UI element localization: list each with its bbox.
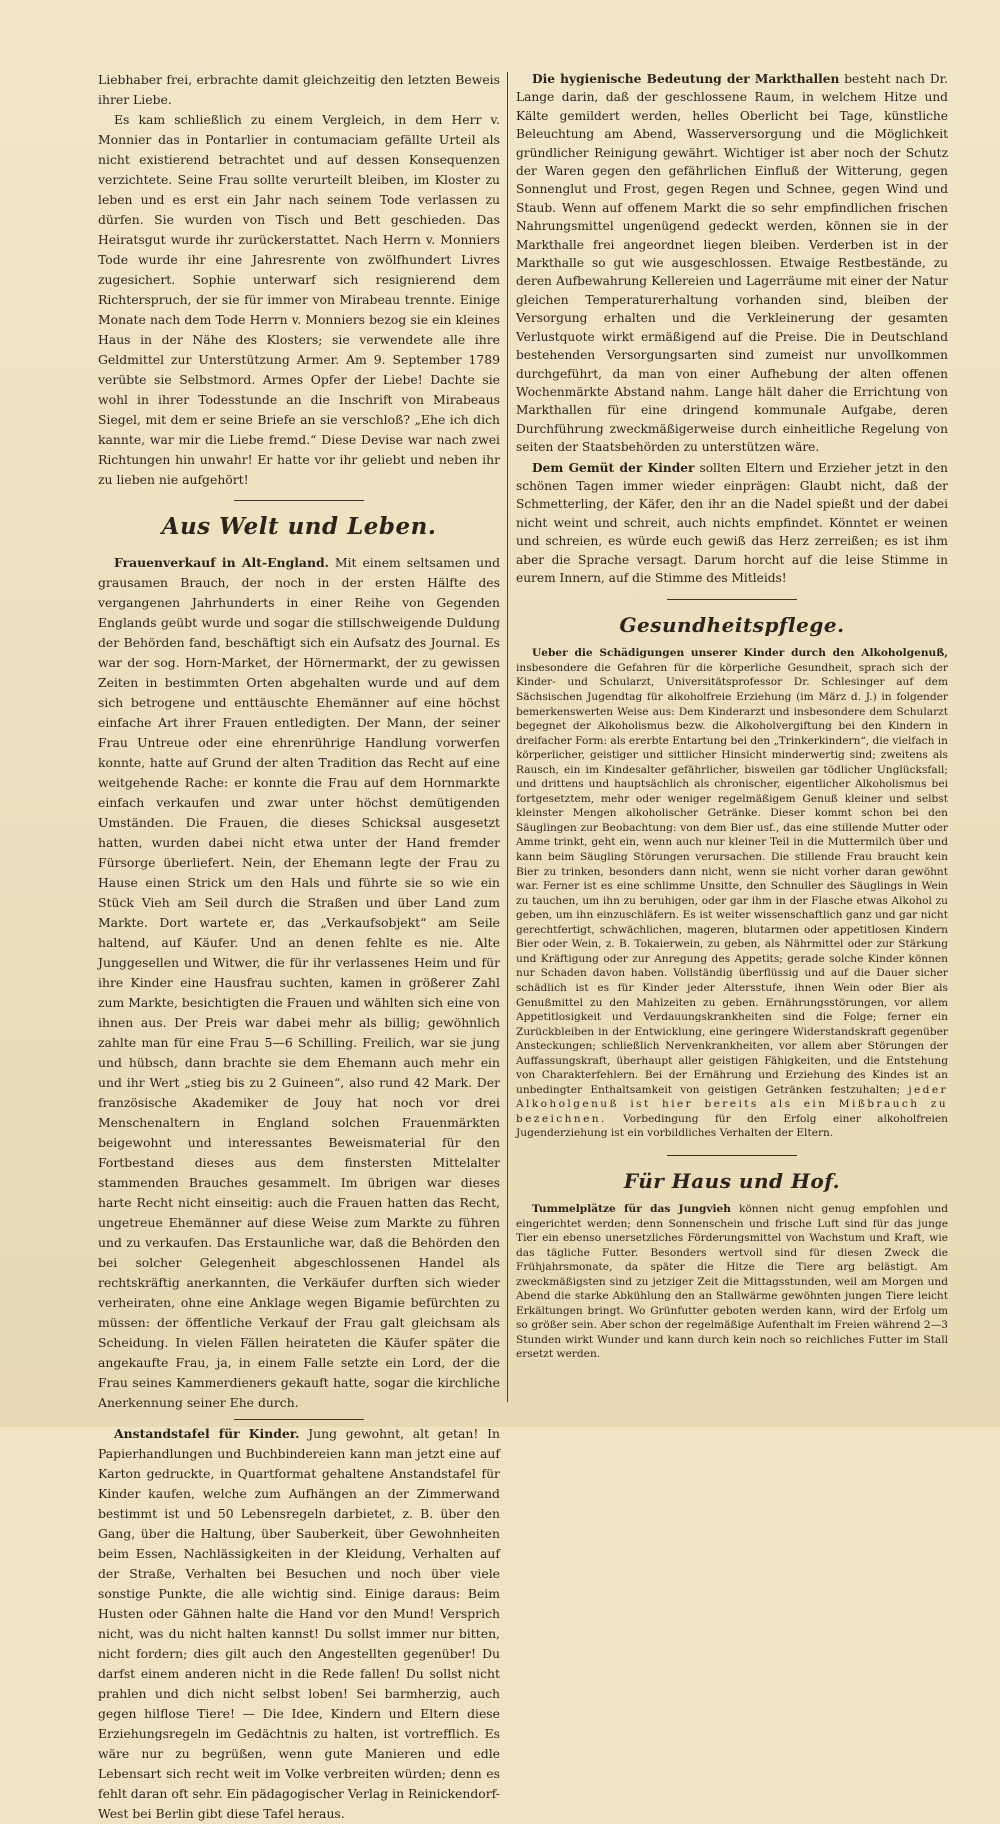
article-body: sollten Eltern und Erzieher jetzt in den schönen Tagen immer wieder einprägen: Glaubt nicht, daß der Schmetterling, der Käfer, den ihr an die Nadel spießt und der dabei nicht weint und schreit, auch nichts empfindet. Könntet er weinen und schreien, es würde euch gewiß das Herz zerreißen; es ist ihm aber die Sprache versagt. Darum horcht auf die leise Stimme in eurem Innern, auf die Stimme des Mitleids!	[516, 460, 948, 585]
article-lead: Ueber die Schädigungen unserer Kinder durch den Alkoholgenuß,	[532, 647, 948, 660]
column-divider	[507, 72, 508, 1402]
article-anstandstafel	[98, 1424, 500, 1824]
section-divider	[667, 1155, 797, 1156]
right-column	[516, 70, 948, 1362]
article-gemuet-der-kinder	[516, 459, 948, 588]
article-lead: Tummelplätze für das Jungvieh	[532, 1202, 732, 1215]
article-body: können nicht genug empfohlen und eingerichtet werden; denn Sonnenschein und frische Luft sind für das junge Tier ein ebenso unersetzliches Förderungsmittel von Wachstum und Kraft, wie das tägliche Futter. Besonders wertvoll sind für diesen Zweck die Frühjahrsmonate, da später die Hitze die Tiere arg belästigt. Am zweckmäßigsten sind zu jetziger Zeit die Mittagsstunden, weil am Morgen und Abend die starke Abkühlung den an Stallwärme gewöhnten jungen Tiere leicht Erkältungen bringt. Wo Grünfutter geboten werden kann, wird der Erfolg um so größer sein. Aber schon der regelmäßige Aufenthalt im Freien während 2—3 Stunden wirkt Wunder und kann durch kein noch so reichliches Futter im Stall ersetzt werden.	[516, 1202, 949, 1361]
intro-paragraph: Es kam schließlich zu einem Vergleich, in dem Herr v. Monnier das in Pontarlier in contumaciam gefällte Urteil als nicht existierend betrachtet und auf dessen Konsequenzen verzichtete. Seine Frau sollte verurteilt bleiben, im Kloster zu leben und es erst ein Jahr nach seinem Tode verlassen zu dürfen. Sie wurden von Tisch und Bett geschieden. Das Heiratsgut wurde ihr zurückerstattet. Nach Herrn v. Monniers Tode wurde ihr eine Jahresrente von zwölfhundert Livres zugesichert. Sophie unterwarf sich resignierend dem Richterspruch, der sie für immer von Mirabeau trennte. Einige Monate nach dem Tode Herrn v. Monniers bezog sie ein kleines Haus in der Nähe des Klosters; sie verwendete alle ihre Geldmittel zur Unterstützung Armer. Am 9. September 1789 verübte sie Selbstmord. Armes Opfer der Liebe! Dachte sie wohl in ihrer Todesstunde an die Inschrift von Mirabeaus Siegel, mit dem er seine Briefe an sie verschloß? „Ehe ich dich kannte, war mir die Liebe fremd.“ Diese Devise war nach zwei Richtungen hin unwahr! Er hatte vor ihr geliebt und neben ihr zu lieben nie aufgehört!	[98, 112, 500, 487]
article-lead: Anstandstafel für Kinder.	[114, 1426, 300, 1441]
article-lead: Dem Gemüt der Kinder	[532, 460, 695, 475]
article-frauenverkauf	[98, 553, 500, 1413]
article-alkoholgenuss	[516, 646, 948, 1141]
article-lead: Die hygienische Bedeutung der Markthallen	[532, 72, 840, 86]
left-column	[98, 70, 500, 1824]
section-divider	[667, 599, 797, 600]
article-body: Mit einem seltsamen und grausamen Brauch, der noch in der ersten Hälfte des vergangenen Jahrhunderts in einer Reihe von Gegenden Englands geübt wurde und sogar die stillschweigende Duldung der Behörden fand, beschäftigt sich ein Aufsatz des Journal. Es war der sog. Horn-Market, der Hörnermarkt, der zu gewissen Zeiten in bestimmten Orten abgehalten wurde und auf dem sich betrogene und enttäuschte Ehemänner auf eine höchst einfache Art ihrer Frauen entledigten. Der Mann, der seiner Frau Untreue oder eine ehrenrührige Handlung vorwerfen konnte, hatte auf Grund der alten Tradition das Recht auf eine weitgehende Rache: er konnte die Frau auf dem Hornmarkte einfach verkaufen und zwar unter höchst demütigenden Umständen. Die Frauen, die dieses Schicksal ausgesetzt hatten, wurden dabei nicht etwa unter der Hand fremder Fürsorge überliefert. Nein, der Ehemann legte der Frau zu Hause einen Strick um den Hals und führte sie so wie ein Stück Vieh am Seil durch die Straßen und über Land zum Markte. Dort wartete er, das „Verkaufsobjekt“ am Seile haltend, auf Käufer. Und an denen fehlte es nie. Alte Junggesellen und Witwer, die für ihr verlassenes Heim und für ihre Kinder eine Hausfrau suchten, kamen in größerer Zahl zum Markte, besichtigten die Frauen und wählten sich eine von ihnen aus. Der Preis war dabei mehr als billig; gewöhnlich zahlte man für eine Frau 5—6 Schilling. Freilich, war sie jung und hübsch, dann brachte sie dem Ehemann auch mehr ein und ihr Wert „stieg bis zu 2 Guineen“, also rund 42 Mark. Der französische Akademiker de Jouy hat noch vor drei Menschenaltern in England solchen Frauenmärkten beigewohnt und interessantes Beweismaterial für den Fortbestand dieses aus dem finstersten Mittelalter stammenden Brauches gesammelt. Im übrigen war dieses harte Recht nicht einseitig: auch die Frauen hatten das Recht, ungetreue Ehemänner auf diese Weise zum Markte zu führen und zu verkaufen. Das Erstaunliche war, daß die Behörden den bei solcher Gelegenheit abgeschlossenen Handel als rechtskräftig anerkannten, die Verkäufer durften sich wieder verheiraten, ohne eine Anklage wegen Bigamie befürchten zu müssen: der öffentliche Verkauf der Frau galt gleichsam als Scheidung. In vielen Fällen heirateten die Käufer später die angekaufte Frau, ja, in einem Falle setzte ein Lord, der die Frau seines Kammerdieners gekauft hatte, sogar die kirchliche Anerkennung seiner Ehe durch.	[98, 555, 500, 1410]
article-divider	[234, 1419, 364, 1420]
section-title-fuer-haus-und-hof: Für Haus und Hof.	[623, 1168, 841, 1193]
article-emphasis: jeder Alkoholgenuß ist hier bereits als ein Mißbrauch zu bezeichnen.	[516, 1083, 948, 1125]
article-markthallen	[516, 70, 948, 457]
article-body: insbesondere die Gefahren für die körperliche Gesundheit, sprach sich der Kinder- und Schularzt, Universitätsprofessor Dr. Schlesinger auf dem Sächsischen Jugendtag für alkoholfreie Erziehung (im März d. J.) in folgender bemerkenswerten Weise aus: Dem Kinderarzt und insbesondere dem Schularzt begegnet der Alkoholismus bezw. die Alkoholvergiftung bei den Kindern in dreifacher Form: als ererbte Entartung bei den „Trinkerkindern“, die vielfach in körperlicher, geistiger und sittlicher Hinsicht minderwertig sind; zweitens als Rausch, ein im Kindesalter gefährlicher, bisweilen gar tödlicher Unglücksfall; und drittens und hauptsächlich als chronischer, eigentlicher Alkoholismus bei fortgesetztem, mehr oder weniger regelmäßigem Genuß kleiner und selbst kleinster Mengen alkoholischer Getränke. Dieser kommt schon bei den Säuglingen zur Beobachtung: von dem Bier usf., das eine stillende Mutter oder Amme trinkt, geht ein, wenn auch nur kleiner Teil in die Muttermilch über und kann beim Säugling Störungen verursachen. Die stillende Frau braucht kein Bier zu trinken, besonders dann nicht, wenn sie nicht vorher daran gewöhnt war. Ferner ist es eine schlimme Unsitte, den Schnuller des Säuglings in Wein zu tauchen, um ihn zu beruhigen, oder gar ihm in der Flasche etwas Alkohol zu geben, um ihn einzuschläfern. Es ist weiter wissenschaftlich ganz und gar nicht gerechtfertigt, schwächlichen, mageren, blutarmen oder appetitlosen Kindern Bier oder Wein, z. B. Tokaierwein, zu geben, als Nährmittel oder zur Stärkung und Kräftigung oder zur Anregung des Appetits; gerade solche Kinder können nur Schaden davon haben. Vollständig überflüssig und auf die Dauer sicher schädlich ist es für Kinder jeder Altersstufe, ihnen Wein oder Bier als Genußmittel zu den Mahlzeiten zu geben. Ernährungsstörungen, vor allem Appetitlosigkeit und Verdauungskrankheiten sind die Folge; ferner ein Zurückbleiben in der Entwicklung, eine geringere Widerstandskraft gegenüber Ansteckungen; schließlich Nervenkrankheiten, vor allem aber Störungen der Auffassungskraft, überhaupt aller geistigen Fähigkeiten, und die Entstehung von Charakterfehlern. Bei der Ernährung und Erziehung des Kindes ist an unbedingter Enthaltsamkeit von geistigen Getränken festzuhalten;	[516, 661, 948, 1096]
article-body: besteht nach Dr. Lange darin, daß der geschlossene Raum, in welchem Hitze und Kälte gemildert werden, helles Oberlicht bei Tage, künstliche Beleuchtung am Abend, Wasserversorgung und die Möglichkeit gründlicher Reinigung gewährt. Wichtiger ist aber noch der Schutz der Waren gegen den gefährlichen Einfluß der Witterung, gegen Sonnenglut und Frost, gegen Regen und Schnee, gegen Wind und Staub. Wenn auf offenem Markt die so sehr empfindlichen frischen Nahrungsmittel ungenügend gedeckt werden, können sie in der Markthalle frei angeordnet liegen bleiben. Verderben ist in der Markthalle so gut wie ausgeschlossen. Etwaige Restbestände, zu deren Aufbewahrung Kellereien und Lagerräume mit einer der Natur gleichen Temperaturerhaltung vorhanden sind, bleiben der Versorgung erhalten und die Verkleinerung der gesamten Verlustquote wirkt ermäßigend auf die Preise. Die in Deutschland bestehenden Versorgungsarten sind zumeist nur unvollkommen durchgeführt, da man von einer Aufhebung der alten offenen Wochenmärkte Abstand nahm. Lange hält daher die Errichtung von Markthallen für eine dringend kommunale Aufgabe, deren Durchführung zweckmäßigerweise durch einheitliche Regelung von seiten der Staatsbehörden zu unterstützen wäre.	[516, 72, 948, 455]
article-body: Vorbedingung für den Erfolg einer alkoholfreien Jugenderziehung ist ein vorbildliches Verhalten der Eltern.	[516, 1112, 948, 1140]
section-title-aus-welt-und-leben: Aus Welt und Leben.	[161, 513, 437, 540]
article-body: Jung gewohnt, alt getan! In Papierhandlungen und Buchbindereien kann man jetzt eine auf Karton gedruckte, in Quartformat gehaltene Anstandstafel für Kinder kaufen, welche zum Aufhängen an der Zimmerwand bestimmt ist und 50 Lebensregeln darbietet, z. B. über den Gang, über die Haltung, über Sauberkeit, über Gewohnheiten beim Essen, Nachlässigkeiten in der Kleidung, Verhalten auf der Straße, Verhalten bei Besuchen und noch über viele sonstige Punkte, die alle wichtig sind. Einige daraus: Beim Husten oder Gähnen halte die Hand vor den Mund! Versprich nicht, was du nicht halten kannst! Du sollst immer nur bitten, nicht fordern; dies gilt auch den Angestellten gegenüber! Du darfst einem anderen nicht in die Rede fallen! Du sollst nicht prahlen und dich nicht selbst loben! Sei barmherzig, auch gegen hilflose Tiere! — Die Idee, Kindern und Eltern diese Erziehungsregeln im Gedächtnis zu halten, ist vortrefflich. Es wäre nur zu begrüßen, wenn gute Manieren und edle Lebensart sich recht weit im Volke verbreiten würden; denn es fehlt daran oft sehr. Ein pädagogischer Verlag in Reinickendorf-West bei Berlin gibt diese Tafel heraus.	[98, 1426, 500, 1821]
section-divider	[234, 500, 364, 501]
article-tummelplaetze	[516, 1202, 948, 1362]
lower-right-block	[516, 646, 948, 1362]
intro-paragraph: Liebhaber frei, erbrachte damit gleichzeitig den letzten Beweis ihrer Liebe.	[98, 72, 500, 107]
section-title-gesundheitspflege: Gesundheitspflege.	[619, 613, 845, 638]
article-lead: Frauenverkauf in Alt-England.	[114, 555, 329, 570]
